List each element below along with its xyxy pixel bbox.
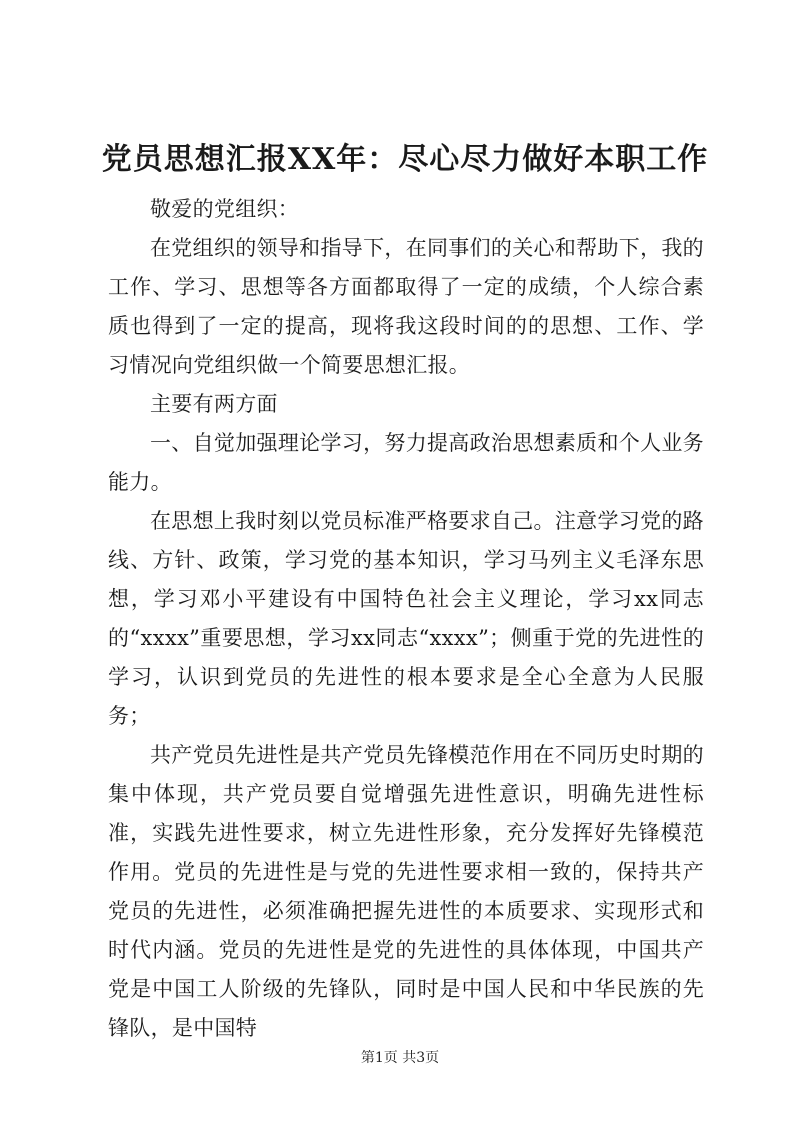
intro-paragraph: 在党组织的领导和指导下，在同事们的关心和帮助下，我的工作、学习、思想等各方面都取得了一定的成绩，个人综合素质也得到了一定的提高，现将我这段时间的的思想、工作、学习情况向党组织做一个简要思想汇报。	[108, 236, 704, 377]
document-title: 党员思想汇报XX年：尽心尽力做好本职工作	[101, 142, 709, 177]
thought-paragraph: 在思想上我时刻以党员标准严格要求自己。注意学习党的路线、方针、政策，学习党的基本知识，学习马列主义毛泽东思想，学习邓小平建设有中国特色社会主义理论，学习xx同志的“xxxx”重要思想，学习xx同志“xxxx”；侧重于党的先进性的学习，认识到党员的先进性的根本要求是全心全意为人民服务；	[108, 509, 704, 728]
page-number-footer: 第1页 共3页	[360, 1050, 440, 1066]
summary-heading-paragraph: 主要有两方面	[150, 392, 278, 416]
section-one-heading: 一、自觉加强理论学习，努力提高政治思想素质和个人业务能力。	[108, 431, 704, 494]
salutation-paragraph: 敬爱的党组织：	[150, 197, 300, 221]
document-body	[108, 190, 704, 1048]
advancement-paragraph: 共产党员先进性是共产党员先锋模范作用在不同历史时期的集中体现，共产党员要自觉增强先进性意识，明确先进性标准，实践先进性要求，树立先进性形象，充分发挥好先锋模范作用。党员的先进性是与党的先进性要求相一致的，保持共产党员的先进性，必须准确把握先进性的本质要求、实现形式和时代内涵。党员的先进性是党的先进性的具体体现，中国共产党是中国工人阶级的先锋队，同时是中国人民和中华民族的先锋队，是中国特	[108, 743, 704, 1040]
